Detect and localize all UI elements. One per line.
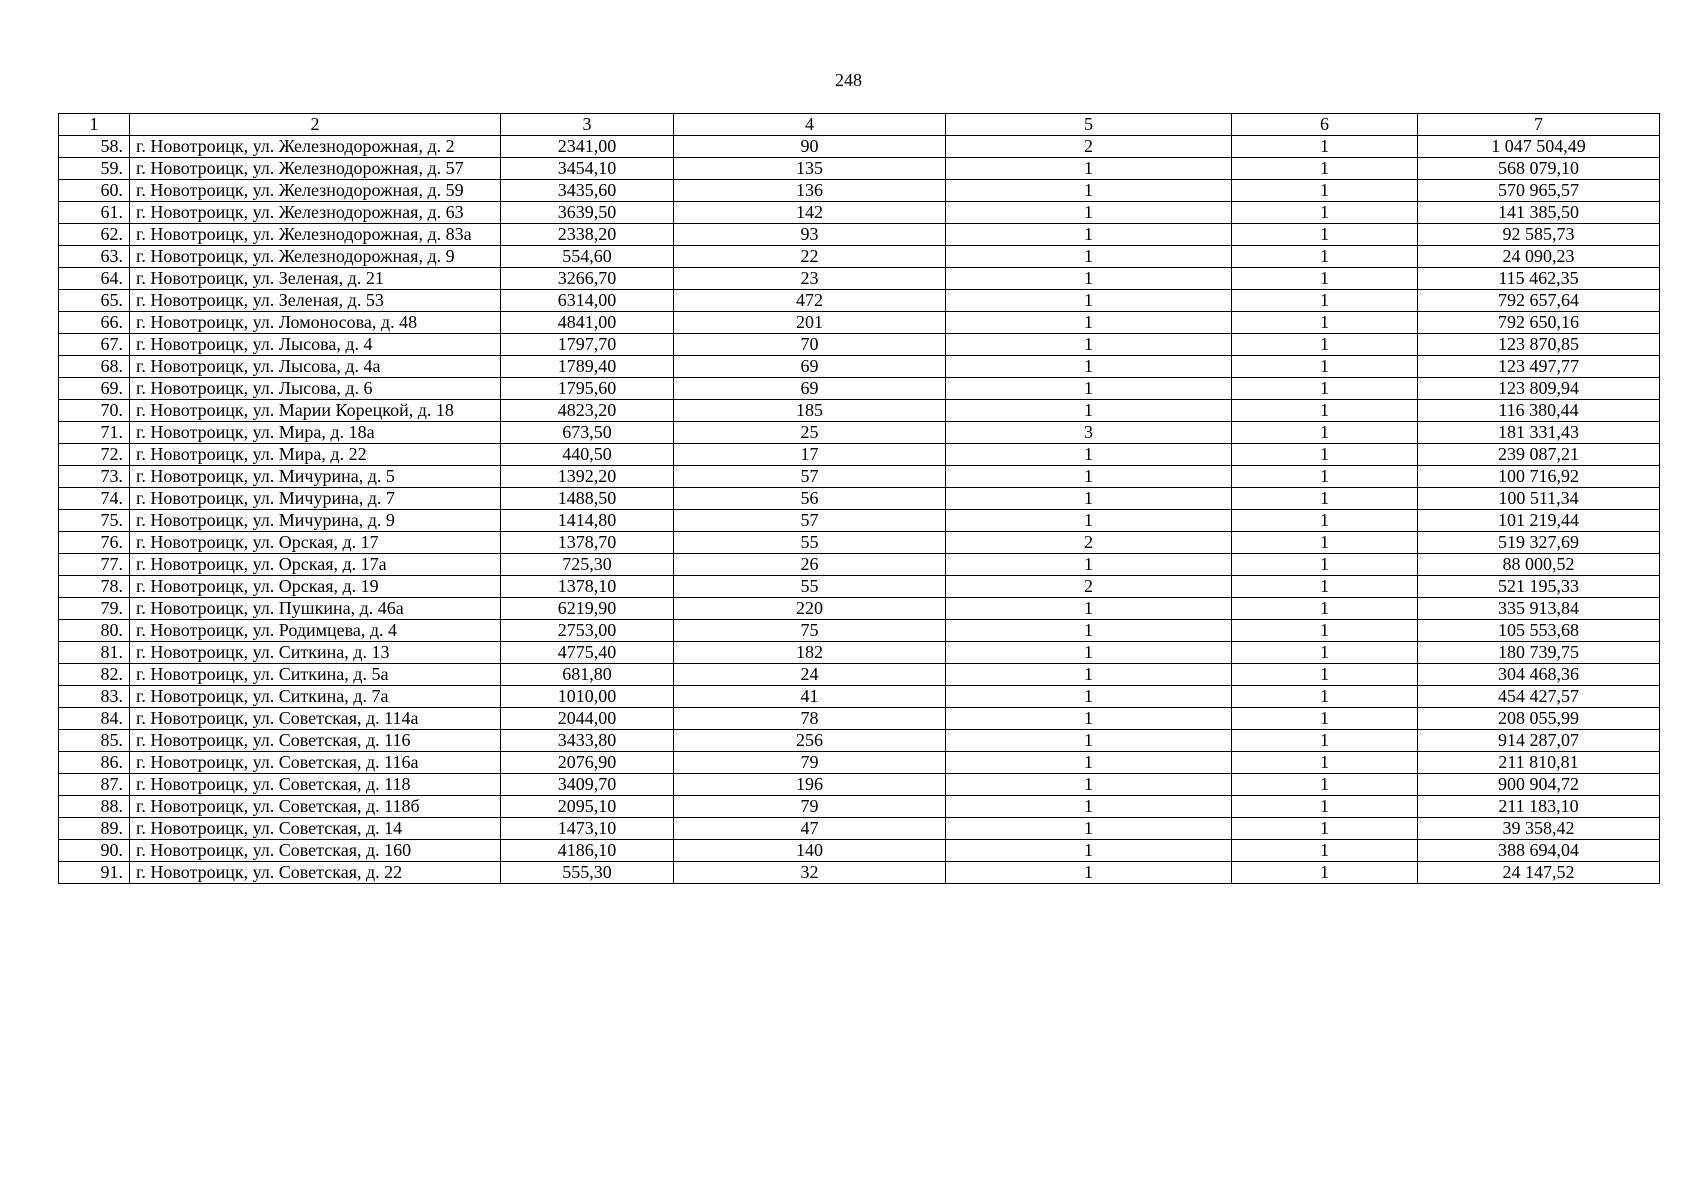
- residents-count-cell: 69: [674, 356, 946, 378]
- table-row: [59, 444, 1660, 466]
- column-header: 5: [946, 114, 1232, 136]
- table-row: [59, 598, 1660, 620]
- area-value-cell: 1488,50: [501, 488, 674, 510]
- col5-value-cell: 1: [946, 268, 1232, 290]
- residents-count-cell: 55: [674, 532, 946, 554]
- address-cell: г. Новотроицк, ул. Советская, д. 118б: [130, 796, 501, 818]
- row-number-cell: 66.: [59, 312, 130, 334]
- page-number: 248: [835, 70, 862, 90]
- col6-value-cell: 1: [1232, 444, 1418, 466]
- residents-count-cell: 196: [674, 774, 946, 796]
- cost-value-cell: 24 147,52: [1418, 862, 1660, 884]
- area-value-cell: 6219,90: [501, 598, 674, 620]
- address-cell: г. Новотроицк, ул. Ситкина, д. 5а: [130, 664, 501, 686]
- table-row: [59, 730, 1660, 752]
- row-number-cell: 67.: [59, 334, 130, 356]
- residents-count-cell: 220: [674, 598, 946, 620]
- row-number-cell: 85.: [59, 730, 130, 752]
- row-number-cell: 64.: [59, 268, 130, 290]
- residents-count-cell: 69: [674, 378, 946, 400]
- row-number-cell: 70.: [59, 400, 130, 422]
- residents-count-cell: 79: [674, 752, 946, 774]
- residents-count-cell: 185: [674, 400, 946, 422]
- col6-value-cell: 1: [1232, 466, 1418, 488]
- row-number-cell: 87.: [59, 774, 130, 796]
- col5-value-cell: 2: [946, 576, 1232, 598]
- address-cell: г. Новотроицк, ул. Мичурина, д. 9: [130, 510, 501, 532]
- area-value-cell: 4841,00: [501, 312, 674, 334]
- address-cell: г. Новотроицк, ул. Советская, д. 118: [130, 774, 501, 796]
- table-row: [59, 268, 1660, 290]
- address-cell: г. Новотроицк, ул. Ситкина, д. 7а: [130, 686, 501, 708]
- residents-count-cell: 78: [674, 708, 946, 730]
- table-row: [59, 532, 1660, 554]
- col5-value-cell: 1: [946, 862, 1232, 884]
- address-cell: г. Новотроицк, ул. Советская, д. 14: [130, 818, 501, 840]
- residents-count-cell: 56: [674, 488, 946, 510]
- address-cell: г. Новотроицк, ул. Зеленая, д. 53: [130, 290, 501, 312]
- col5-value-cell: 1: [946, 598, 1232, 620]
- residents-count-cell: 55: [674, 576, 946, 598]
- cost-value-cell: 123 497,77: [1418, 356, 1660, 378]
- address-cell: г. Новотроицк, ул. Пушкина, д. 46а: [130, 598, 501, 620]
- area-value-cell: 2341,00: [501, 136, 674, 158]
- table-row: [59, 356, 1660, 378]
- cost-value-cell: 100 716,92: [1418, 466, 1660, 488]
- col5-value-cell: 1: [946, 334, 1232, 356]
- row-number-cell: 72.: [59, 444, 130, 466]
- row-number-cell: 89.: [59, 818, 130, 840]
- residents-count-cell: 41: [674, 686, 946, 708]
- residents-count-cell: 17: [674, 444, 946, 466]
- col5-value-cell: 1: [946, 686, 1232, 708]
- row-number-cell: 60.: [59, 180, 130, 202]
- col5-value-cell: 1: [946, 202, 1232, 224]
- row-number-cell: 91.: [59, 862, 130, 884]
- area-value-cell: 1797,70: [501, 334, 674, 356]
- address-cell: г. Новотроицк, ул. Мичурина, д. 5: [130, 466, 501, 488]
- cost-value-cell: 239 087,21: [1418, 444, 1660, 466]
- cost-value-cell: 123 809,94: [1418, 378, 1660, 400]
- address-cell: г. Новотроицк, ул. Советская, д. 160: [130, 840, 501, 862]
- col6-value-cell: 1: [1232, 708, 1418, 730]
- col6-value-cell: 1: [1232, 356, 1418, 378]
- row-number-cell: 90.: [59, 840, 130, 862]
- col5-value-cell: 1: [946, 466, 1232, 488]
- address-cell: г. Новотроицк, ул. Зеленая, д. 21: [130, 268, 501, 290]
- table-row: [59, 840, 1660, 862]
- address-cell: г. Новотроицк, ул. Орская, д. 17а: [130, 554, 501, 576]
- col6-value-cell: 1: [1232, 312, 1418, 334]
- col6-value-cell: 1: [1232, 620, 1418, 642]
- col6-value-cell: 1: [1232, 752, 1418, 774]
- cost-value-cell: 116 380,44: [1418, 400, 1660, 422]
- cost-value-cell: 304 468,36: [1418, 664, 1660, 686]
- row-number-cell: 68.: [59, 356, 130, 378]
- cost-value-cell: 568 079,10: [1418, 158, 1660, 180]
- col5-value-cell: 1: [946, 510, 1232, 532]
- area-value-cell: 6314,00: [501, 290, 674, 312]
- col5-value-cell: 1: [946, 246, 1232, 268]
- table-row: [59, 862, 1660, 884]
- residents-count-cell: 135: [674, 158, 946, 180]
- table-row: [59, 312, 1660, 334]
- address-cell: г. Новотроицк, ул. Железнодорожная, д. 59: [130, 180, 501, 202]
- residents-count-cell: 57: [674, 466, 946, 488]
- col5-value-cell: 1: [946, 290, 1232, 312]
- cost-value-cell: 92 585,73: [1418, 224, 1660, 246]
- area-value-cell: 673,50: [501, 422, 674, 444]
- address-cell: г. Новотроицк, ул. Лысова, д. 4а: [130, 356, 501, 378]
- table-row: [59, 334, 1660, 356]
- col6-value-cell: 1: [1232, 290, 1418, 312]
- col6-value-cell: 1: [1232, 268, 1418, 290]
- col5-value-cell: 1: [946, 378, 1232, 400]
- col5-value-cell: 1: [946, 158, 1232, 180]
- table-row: [59, 400, 1660, 422]
- col6-value-cell: 1: [1232, 400, 1418, 422]
- residents-count-cell: 182: [674, 642, 946, 664]
- col6-value-cell: 1: [1232, 202, 1418, 224]
- area-value-cell: 440,50: [501, 444, 674, 466]
- row-number-cell: 61.: [59, 202, 130, 224]
- col6-value-cell: 1: [1232, 158, 1418, 180]
- row-number-cell: 78.: [59, 576, 130, 598]
- table-row: [59, 642, 1660, 664]
- address-cell: г. Новотроицк, ул. Орская, д. 17: [130, 532, 501, 554]
- address-cell: г. Новотроицк, ул. Железнодорожная, д. 2: [130, 136, 501, 158]
- table-row: [59, 202, 1660, 224]
- cost-value-cell: 123 870,85: [1418, 334, 1660, 356]
- row-number-cell: 79.: [59, 598, 130, 620]
- cost-value-cell: 454 427,57: [1418, 686, 1660, 708]
- address-cell: г. Новотроицк, ул. Родимцева, д. 4: [130, 620, 501, 642]
- cost-value-cell: 88 000,52: [1418, 554, 1660, 576]
- residents-count-cell: 142: [674, 202, 946, 224]
- col5-value-cell: 2: [946, 532, 1232, 554]
- cost-value-cell: 792 650,16: [1418, 312, 1660, 334]
- residents-count-cell: 93: [674, 224, 946, 246]
- cost-value-cell: 115 462,35: [1418, 268, 1660, 290]
- area-value-cell: 2044,00: [501, 708, 674, 730]
- row-number-cell: 59.: [59, 158, 130, 180]
- cost-value-cell: 1 047 504,49: [1418, 136, 1660, 158]
- col5-value-cell: 1: [946, 554, 1232, 576]
- cost-value-cell: 105 553,68: [1418, 620, 1660, 642]
- address-cell: г. Новотроицк, ул. Железнодорожная, д. 9: [130, 246, 501, 268]
- table-row: [59, 466, 1660, 488]
- residents-count-cell: 140: [674, 840, 946, 862]
- col6-value-cell: 1: [1232, 224, 1418, 246]
- col5-value-cell: 1: [946, 444, 1232, 466]
- col6-value-cell: 1: [1232, 796, 1418, 818]
- row-number-cell: 74.: [59, 488, 130, 510]
- cost-value-cell: 211 810,81: [1418, 752, 1660, 774]
- area-value-cell: 2338,20: [501, 224, 674, 246]
- residents-count-cell: 32: [674, 862, 946, 884]
- col5-value-cell: 1: [946, 642, 1232, 664]
- cost-value-cell: 39 358,42: [1418, 818, 1660, 840]
- col5-value-cell: 1: [946, 224, 1232, 246]
- col5-value-cell: 1: [946, 180, 1232, 202]
- col5-value-cell: 1: [946, 664, 1232, 686]
- col6-value-cell: 1: [1232, 378, 1418, 400]
- residents-count-cell: 201: [674, 312, 946, 334]
- address-cell: г. Новотроицк, ул. Мичурина, д. 7: [130, 488, 501, 510]
- address-cell: г. Новотроицк, ул. Ситкина, д. 13: [130, 642, 501, 664]
- table-row: [59, 774, 1660, 796]
- col6-value-cell: 1: [1232, 730, 1418, 752]
- col6-value-cell: 1: [1232, 532, 1418, 554]
- cost-value-cell: 100 511,34: [1418, 488, 1660, 510]
- column-header: 2: [130, 114, 501, 136]
- table-row: [59, 664, 1660, 686]
- cost-value-cell: 101 219,44: [1418, 510, 1660, 532]
- residents-count-cell: 70: [674, 334, 946, 356]
- area-value-cell: 1473,10: [501, 818, 674, 840]
- address-cell: г. Новотроицк, ул. Марии Корецкой, д. 18: [130, 400, 501, 422]
- cost-value-cell: 521 195,33: [1418, 576, 1660, 598]
- col6-value-cell: 1: [1232, 598, 1418, 620]
- col6-value-cell: 1: [1232, 774, 1418, 796]
- col5-value-cell: 1: [946, 840, 1232, 862]
- area-value-cell: 1414,80: [501, 510, 674, 532]
- col5-value-cell: 1: [946, 752, 1232, 774]
- cost-value-cell: 211 183,10: [1418, 796, 1660, 818]
- col5-value-cell: 1: [946, 796, 1232, 818]
- column-header: 4: [674, 114, 946, 136]
- table-row: [59, 246, 1660, 268]
- area-value-cell: 681,80: [501, 664, 674, 686]
- table-row: [59, 180, 1660, 202]
- col5-value-cell: 1: [946, 730, 1232, 752]
- residents-count-cell: 472: [674, 290, 946, 312]
- row-number-cell: 88.: [59, 796, 130, 818]
- table-row: [59, 576, 1660, 598]
- area-value-cell: 3639,50: [501, 202, 674, 224]
- table-row: [59, 378, 1660, 400]
- cost-value-cell: 335 913,84: [1418, 598, 1660, 620]
- row-number-cell: 69.: [59, 378, 130, 400]
- row-number-cell: 62.: [59, 224, 130, 246]
- area-value-cell: 1378,10: [501, 576, 674, 598]
- col5-value-cell: 1: [946, 488, 1232, 510]
- row-number-cell: 73.: [59, 466, 130, 488]
- col5-value-cell: 3: [946, 422, 1232, 444]
- residents-count-cell: 136: [674, 180, 946, 202]
- cost-value-cell: 388 694,04: [1418, 840, 1660, 862]
- area-value-cell: 4775,40: [501, 642, 674, 664]
- area-value-cell: 3266,70: [501, 268, 674, 290]
- address-cell: г. Новотроицк, ул. Советская, д. 114а: [130, 708, 501, 730]
- table-body: [59, 136, 1660, 884]
- table-row: [59, 510, 1660, 532]
- table-row: [59, 422, 1660, 444]
- cost-value-cell: 570 965,57: [1418, 180, 1660, 202]
- row-number-cell: 86.: [59, 752, 130, 774]
- table-row: [59, 488, 1660, 510]
- column-header: 3: [501, 114, 674, 136]
- address-cell: г. Новотроицк, ул. Железнодорожная, д. 83а: [130, 224, 501, 246]
- cost-value-cell: 914 287,07: [1418, 730, 1660, 752]
- area-value-cell: 1378,70: [501, 532, 674, 554]
- address-cell: г. Новотроицк, ул. Железнодорожная, д. 63: [130, 202, 501, 224]
- table-row: [59, 554, 1660, 576]
- column-header: 6: [1232, 114, 1418, 136]
- col5-value-cell: 1: [946, 818, 1232, 840]
- col5-value-cell: 2: [946, 136, 1232, 158]
- area-value-cell: 1789,40: [501, 356, 674, 378]
- column-header: 7: [1418, 114, 1660, 136]
- col6-value-cell: 1: [1232, 818, 1418, 840]
- row-number-cell: 77.: [59, 554, 130, 576]
- area-value-cell: 3435,60: [501, 180, 674, 202]
- area-value-cell: 2753,00: [501, 620, 674, 642]
- residents-count-cell: 23: [674, 268, 946, 290]
- table-row: [59, 686, 1660, 708]
- address-cell: г. Новотроицк, ул. Советская, д. 116а: [130, 752, 501, 774]
- row-number-cell: 80.: [59, 620, 130, 642]
- address-cell: г. Новотроицк, ул. Советская, д. 116: [130, 730, 501, 752]
- area-value-cell: 3433,80: [501, 730, 674, 752]
- cost-value-cell: 208 055,99: [1418, 708, 1660, 730]
- table-header: [59, 114, 1660, 136]
- area-value-cell: 1795,60: [501, 378, 674, 400]
- area-value-cell: 3454,10: [501, 158, 674, 180]
- residents-count-cell: 47: [674, 818, 946, 840]
- table-row: [59, 290, 1660, 312]
- row-number-cell: 81.: [59, 642, 130, 664]
- residents-count-cell: 256: [674, 730, 946, 752]
- col6-value-cell: 1: [1232, 554, 1418, 576]
- table-row: [59, 136, 1660, 158]
- table-row: [59, 752, 1660, 774]
- address-cell: г. Новотроицк, ул. Лысова, д. 4: [130, 334, 501, 356]
- residents-count-cell: 75: [674, 620, 946, 642]
- address-cell: г. Новотроицк, ул. Лысова, д. 6: [130, 378, 501, 400]
- col5-value-cell: 1: [946, 620, 1232, 642]
- table-row: [59, 796, 1660, 818]
- row-number-cell: 71.: [59, 422, 130, 444]
- col6-value-cell: 1: [1232, 246, 1418, 268]
- table-row: [59, 158, 1660, 180]
- col5-value-cell: 1: [946, 400, 1232, 422]
- cost-value-cell: 24 090,23: [1418, 246, 1660, 268]
- table-row: [59, 708, 1660, 730]
- cost-value-cell: 792 657,64: [1418, 290, 1660, 312]
- row-number-cell: 65.: [59, 290, 130, 312]
- area-value-cell: 1010,00: [501, 686, 674, 708]
- header-row: [59, 114, 1660, 136]
- row-number-cell: 84.: [59, 708, 130, 730]
- col6-value-cell: 1: [1232, 840, 1418, 862]
- data-table: [58, 113, 1660, 884]
- residents-count-cell: 26: [674, 554, 946, 576]
- residents-count-cell: 79: [674, 796, 946, 818]
- residents-count-cell: 57: [674, 510, 946, 532]
- area-value-cell: 4823,20: [501, 400, 674, 422]
- col6-value-cell: 1: [1232, 862, 1418, 884]
- row-number-cell: 75.: [59, 510, 130, 532]
- area-value-cell: 4186,10: [501, 840, 674, 862]
- area-value-cell: 725,30: [501, 554, 674, 576]
- area-value-cell: 554,60: [501, 246, 674, 268]
- cost-value-cell: 141 385,50: [1418, 202, 1660, 224]
- col5-value-cell: 1: [946, 356, 1232, 378]
- col6-value-cell: 1: [1232, 136, 1418, 158]
- area-value-cell: 2076,90: [501, 752, 674, 774]
- col6-value-cell: 1: [1232, 334, 1418, 356]
- address-cell: г. Новотроицк, ул. Мира, д. 22: [130, 444, 501, 466]
- area-value-cell: 3409,70: [501, 774, 674, 796]
- col6-value-cell: 1: [1232, 422, 1418, 444]
- address-cell: г. Новотроицк, ул. Железнодорожная, д. 57: [130, 158, 501, 180]
- row-number-cell: 63.: [59, 246, 130, 268]
- residents-count-cell: 25: [674, 422, 946, 444]
- table-row: [59, 620, 1660, 642]
- col5-value-cell: 1: [946, 312, 1232, 334]
- cost-value-cell: 181 331,43: [1418, 422, 1660, 444]
- col6-value-cell: 1: [1232, 510, 1418, 532]
- col6-value-cell: 1: [1232, 488, 1418, 510]
- area-value-cell: 2095,10: [501, 796, 674, 818]
- col6-value-cell: 1: [1232, 180, 1418, 202]
- row-number-cell: 82.: [59, 664, 130, 686]
- col5-value-cell: 1: [946, 708, 1232, 730]
- col6-value-cell: 1: [1232, 686, 1418, 708]
- address-cell: г. Новотроицк, ул. Советская, д. 22: [130, 862, 501, 884]
- row-number-cell: 83.: [59, 686, 130, 708]
- table-row: [59, 224, 1660, 246]
- column-header: 1: [59, 114, 130, 136]
- col6-value-cell: 1: [1232, 642, 1418, 664]
- col5-value-cell: 1: [946, 774, 1232, 796]
- cost-value-cell: 519 327,69: [1418, 532, 1660, 554]
- col6-value-cell: 1: [1232, 664, 1418, 686]
- area-value-cell: 555,30: [501, 862, 674, 884]
- address-cell: г. Новотроицк, ул. Орская, д. 19: [130, 576, 501, 598]
- residents-count-cell: 90: [674, 136, 946, 158]
- row-number-cell: 76.: [59, 532, 130, 554]
- cost-value-cell: 180 739,75: [1418, 642, 1660, 664]
- address-cell: г. Новотроицк, ул. Ломоносова, д. 48: [130, 312, 501, 334]
- cost-value-cell: 900 904,72: [1418, 774, 1660, 796]
- residents-count-cell: 24: [674, 664, 946, 686]
- table-row: [59, 818, 1660, 840]
- address-cell: г. Новотроицк, ул. Мира, д. 18а: [130, 422, 501, 444]
- row-number-cell: 58.: [59, 136, 130, 158]
- area-value-cell: 1392,20: [501, 466, 674, 488]
- residents-count-cell: 22: [674, 246, 946, 268]
- col6-value-cell: 1: [1232, 576, 1418, 598]
